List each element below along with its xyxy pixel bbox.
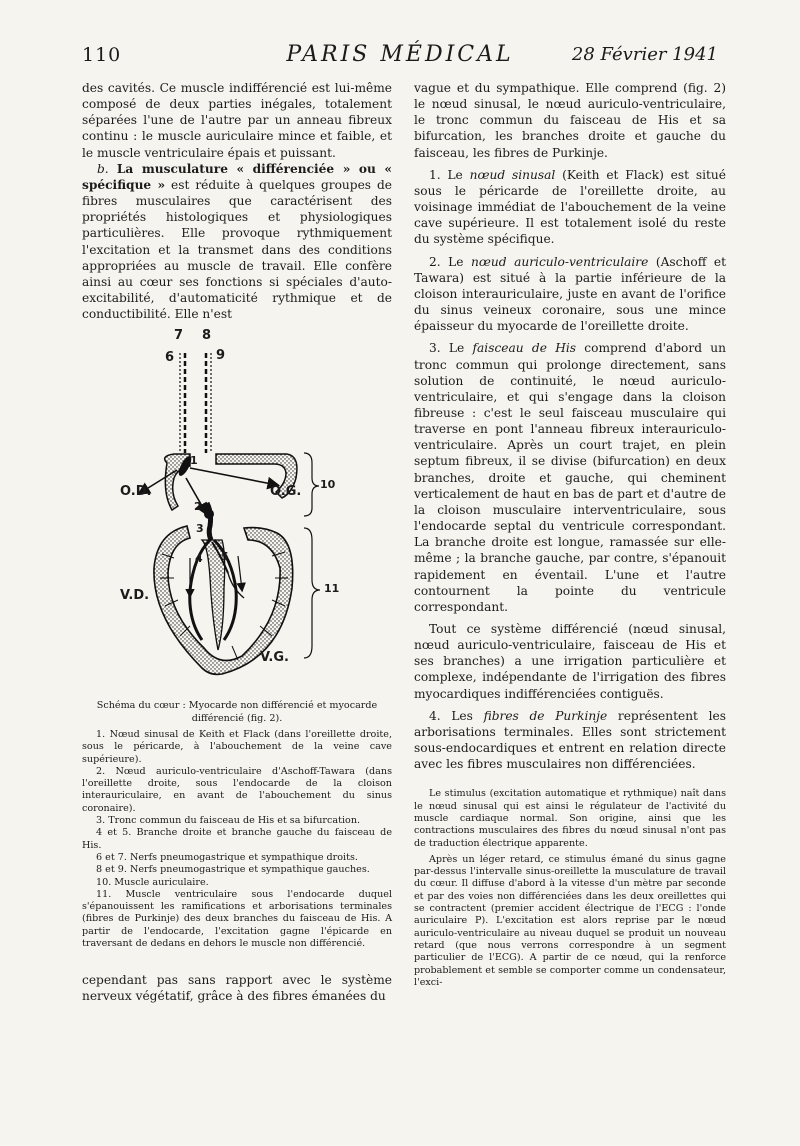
legend-item: 6 et 7. Nerfs pneumogastrique et sympathique droits. (96, 851, 358, 863)
paragraph-his-bundle (414, 340, 726, 615)
legend-item: 2. Nœud auriculo-ventriculaire d'Aschoff-Tawara (dans l'oreillette droite, sous l'endocarde de la cloison interauriculaire, en avant de l'abouchement du sinus coronaire). (82, 765, 392, 814)
paragraph-irrigation: Tout ce système différencié (nœud sinusal, nœud auriculo-ventriculaire, faisceau de His et ses branches) a une irrigation particulière et complexe, indépendante de l'irrigation des fibres myocardiques indifférenciées contiguës. (414, 622, 726, 701)
label-left-ventricle: V.G. (260, 650, 289, 666)
av-node (204, 509, 214, 519)
item-text: comprend d'abord un tronc commun qui prolonge directement, sans solution de continuité, le nœud auriculo-ventriculaire, et qui s'engage dans la cloison fibreuse : c'est le seul faisceau musculaire qui traverse en pont l'anneau fibreux interauriculo-ventriculaire. Après un court trajet, en plein septum fibreux, il se divise (bifurcation) en deux branches, droite et gauche, qui cheminent verticalement de haut en bas de part et d'autre de la cloison musculaire interventriculaire, sous l'endocarde septal du ventricule correspondant. La branche droite est longue, ramassée sur elle-même ; la branche gauche, par contre, s'épanouit rapidement en éventail. L'une et l'autre contournent la pointe du ventricule correspondant. (414, 341, 726, 614)
paragraph-continuation: cependant pas sans rapport avec le système nerveux végétatif, grâce à des fibres émanées du (82, 973, 392, 1004)
journal-title: PARIS MÉDICAL (286, 42, 514, 67)
heart-diagram (82, 328, 392, 696)
item-text: représentent les arborisations terminales. Elles sont strictement sous-endocardiques et entrent en relation directe avec les fibres musculaires non différenciées. (414, 708, 726, 772)
label-1: 1 (190, 454, 198, 468)
label-11: 11 (324, 582, 340, 596)
label-right-atrium: O.D. (120, 484, 152, 500)
item-text: (Keith et Flack) est situé sous le péricarde de l'oreillette droite, au voisinage immédiat de l'abouchement de la veine cave supérieure. Il est totalement isolé du reste du système spécifique. (414, 167, 726, 247)
label-5: 5 (221, 550, 229, 564)
section-lead: La musculature « différenciée » ou « spécifique » (82, 161, 392, 192)
section-rest: est réduite à quelques groupes de fibres musculaires que caractérisent des propriétés histologiques et physiologiques particulières. Elle provoque rythmiquement l'excitation et la transmet dans des conditions appropriées au muscle de travail. Elle confère ainsi au cœur ses fonctions si spéciales d'auto-excitabilité, d'automaticité rythmique et de conductibilité. Elle n'est (82, 177, 392, 322)
paragraph-sinus-node (414, 167, 726, 248)
paragraph-specific-musculature (82, 161, 392, 323)
paragraph-purkinje (414, 708, 726, 773)
legend-item: 11. Muscle ventriculaire sous l'endocarde duquel s'épanouissent les ramifications et arborisations terminales (fibres de Purkinje) des deux branches du faisceau de His. A partir de l'endocarde, l'excitation gagne l'épicarde en traversant de dedans en dehors le muscle non différencié. (82, 888, 392, 949)
label-left-atrium: O.G. (270, 484, 302, 500)
heart-diagram-drawing (82, 328, 392, 696)
brace-10 (304, 453, 319, 516)
term-sinus-node: nœud sinusal (469, 167, 556, 182)
label-2: 2 (194, 500, 202, 514)
section-letter: b. (97, 161, 109, 176)
paragraph-system-components: vague et du sympathique. Elle comprend (fig. 2) le nœud sinusal, le nœud auriculo-ventriculaire, le tronc commun du faisceau de His et sa bifurcation, les branches droite et gauche du faisceau, les fibres de Purkinje. (414, 81, 726, 160)
item-number: 2. Le (429, 254, 472, 269)
his-bundle (207, 503, 211, 540)
term-av-node: nœud auriculo-ventriculaire (471, 254, 649, 269)
right-column (414, 80, 726, 989)
term-purkinje: fibres de Purkinje (483, 708, 608, 723)
legend-item: 3. Tronc commun du faisceau de His et sa bifurcation. (96, 815, 361, 827)
item-number: 1. Le (429, 167, 470, 182)
paragraph-stimulus: Le stimulus (excitation automatique et rythmique) naît dans le nœud sinusal qui est ainsi le régulateur de l'activité du muscle cardiaque normal. Son origine, ainsi que les contractions musculaires des fibres du nœud sinusal n'ont pas de traduction électrique apparente. (414, 788, 726, 849)
figure-legend (82, 729, 392, 950)
label-6: 6 (165, 350, 175, 366)
figure-caption: Schéma du cœur : Myocarde non différencié et myocarde différencié (fig. 2). (96, 700, 378, 724)
label-10: 10 (320, 478, 336, 492)
label-9: 9 (216, 348, 226, 364)
issue-date: 28 Février 1941 (571, 44, 718, 65)
paragraph-propagation: Après un léger retard, ce stimulus émané du sinus gagne par-dessus l'intervalle sinus-oreillette la musculature de travail du cœur. Il diffuse d'abord à la vitesse d'un mètre par seconde et par des voies non différenciées dans les deux oreillettes qui se contractent (premier accident électrique de l'ECG : l'onde auriculaire P). L'excitation est alors reprise par le nœud auriculo-ventriculaire au niveau duquel se produit un nouveau retard (que nous verrons correspondre à un segment particulier de l'ECG). A partir de ce nœud, qui la renforce probablement et semble se comporter comme un condensateur, l'exci- (414, 853, 726, 988)
label-right-ventricle: V.D. (120, 588, 150, 604)
legend-item: 4 et 5. Branche droite et branche gauche du faisceau de His. (82, 827, 392, 851)
item-number: 3. Le (429, 341, 473, 356)
legend-item: 8 et 9. Nerfs pneumogastrique et sympathique gauches. (96, 864, 370, 876)
label-8: 8 (202, 328, 212, 344)
item-number: 4. Les (429, 708, 484, 723)
left-column (82, 80, 392, 1005)
label-4: 4 (195, 552, 203, 566)
term-his-bundle: faisceau de His (472, 341, 577, 356)
legend-item: 10. Muscle auriculaire. (96, 876, 209, 888)
paragraph-av-node (414, 254, 726, 335)
label-7: 7 (174, 328, 184, 344)
label-3: 3 (196, 522, 204, 536)
brace-11 (304, 528, 320, 658)
paragraph-undifferentiated-muscle: des cavités. Ce muscle indifférencié est lui-même composé de deux parties inégales, totalement séparées l'une de l'autre par un anneau fibreux continu : le muscle auriculaire mince et faible, et le muscle ventriculaire épais et puissant. (82, 81, 392, 160)
legend-item: 1. Nœud sinusal de Keith et Flack (dans l'oreillette droite, sous le péricarde, à l'abouchement de la veine cave supérieure). (82, 728, 392, 765)
page-number: 110 (82, 44, 122, 66)
running-header (82, 42, 718, 76)
item-text: (Aschoff et Tawara) est situé à la partie inférieure de la cloison interauriculaire, juste en avant de l'orifice du sinus veineux coronaire, sous une mince épaisseur du myocarde de l'oreillette droite. (414, 254, 726, 334)
